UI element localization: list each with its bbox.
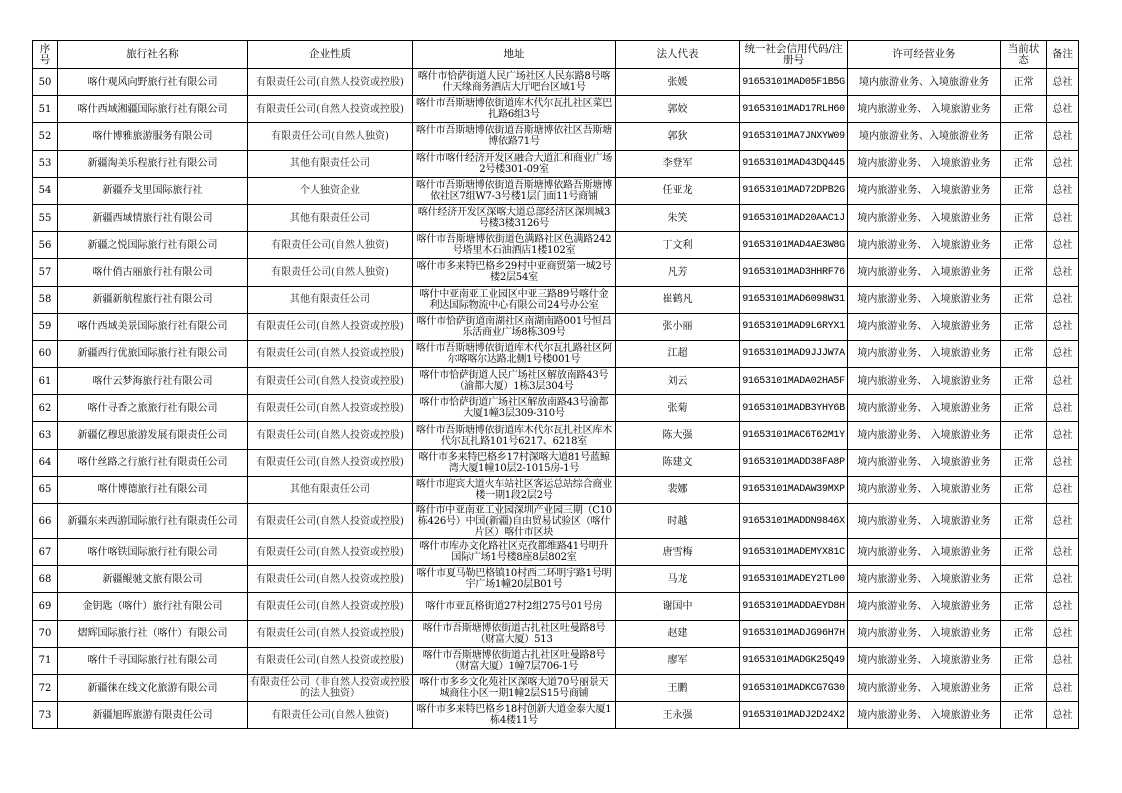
header-code: 统一社会信用代码/注册号	[740, 41, 848, 69]
row-no: 58	[33, 286, 58, 313]
row-no: 71	[33, 647, 58, 674]
credit-code: 91653101MADJG96H7H	[740, 620, 848, 647]
business-scope: 境内旅游业务、 入境旅游业务	[848, 449, 1001, 476]
header-nature: 企业性质	[248, 41, 413, 69]
row-no: 67	[33, 539, 58, 566]
business-scope: 境内旅游业务、 入境旅游业务	[848, 620, 1001, 647]
address: 喀什市库办文化路社区克孜都维路41号明升国际广场1号楼8座8层802室	[413, 539, 616, 566]
agency-name: 喀什寻香之旅旅行社有限公司	[58, 395, 248, 422]
note: 总社	[1047, 539, 1079, 566]
credit-code: 91653101MAD72DPB2G	[740, 177, 848, 204]
legal-rep: 唐雪梅	[616, 539, 740, 566]
enterprise-nature: 有限责任公司(自然人投资或控股)	[248, 449, 413, 476]
agency-name: 新疆新航程旅行社有限公司	[58, 286, 248, 313]
enterprise-nature: 有限责任公司(自然人投资或控股)	[248, 395, 413, 422]
credit-code: 91653101MA7JNXYW09	[740, 123, 848, 150]
agency-name: 新疆旭晖旅游有限责任公司	[58, 702, 248, 729]
legal-rep: 陈大强	[616, 422, 740, 449]
note: 总社	[1047, 449, 1079, 476]
credit-code: 91653101MADA02HA5F	[740, 368, 848, 395]
enterprise-nature: 其他有限责任公司	[248, 476, 413, 503]
row-no: 59	[33, 313, 58, 340]
note: 总社	[1047, 313, 1079, 340]
table-row	[33, 449, 1079, 476]
note: 总社	[1047, 259, 1079, 286]
address: 喀什市多来特巴格乡17村深喀大道81号蓝鲸湾大厦1幢10层2-1015房-1号	[413, 449, 616, 476]
legal-rep: 丁文利	[616, 232, 740, 259]
address: 喀什市喀什经济开发区融合大道汇和商业广场2号楼301-09室	[413, 150, 616, 177]
note: 总社	[1047, 422, 1079, 449]
note: 总社	[1047, 69, 1079, 96]
credit-code: 91653101MADEMYX81C	[740, 539, 848, 566]
status: 正常	[1001, 150, 1047, 177]
enterprise-nature: 有限责任公司(自然人投资或控股)	[248, 69, 413, 96]
table-row	[33, 647, 1079, 674]
business-scope: 境内旅游业务、入境旅游业务	[848, 69, 1001, 96]
status: 正常	[1001, 123, 1047, 150]
legal-rep: 任亚龙	[616, 177, 740, 204]
agency-name: 喀什千寻国际旅行社有限公司	[58, 647, 248, 674]
address: 喀什市吾斯塘博依街道色满路社区色满路242号塔里木石油酒店1楼102室	[413, 232, 616, 259]
row-no: 69	[33, 593, 58, 620]
row-no: 56	[33, 232, 58, 259]
header-business: 许可经营业务	[848, 41, 1001, 69]
row-no: 63	[33, 422, 58, 449]
agency-name: 喀什博德旅行社有限公司	[58, 476, 248, 503]
legal-rep: 刘云	[616, 368, 740, 395]
credit-code: 91653101MAD4AE3W8G	[740, 232, 848, 259]
business-scope: 境内旅游业务、 入境旅游业务	[848, 368, 1001, 395]
note: 总社	[1047, 566, 1079, 593]
status: 正常	[1001, 539, 1047, 566]
legal-rep: 郭姣	[616, 96, 740, 123]
status: 正常	[1001, 504, 1047, 539]
legal-rep: 张菊	[616, 395, 740, 422]
business-scope: 境内旅游业务、 入境旅游业务	[848, 702, 1001, 729]
note: 总社	[1047, 476, 1079, 503]
row-no: 61	[33, 368, 58, 395]
legal-rep: 张媛	[616, 69, 740, 96]
business-scope: 境内旅游业务、 入境旅游业务	[848, 259, 1001, 286]
business-scope: 境内旅游业务、 入境旅游业务	[848, 150, 1001, 177]
row-no: 72	[33, 674, 58, 701]
enterprise-nature: 其他有限责任公司	[248, 286, 413, 313]
table-row	[33, 232, 1079, 259]
business-scope: 境内旅游业务、 入境旅游业务	[848, 539, 1001, 566]
agency-name: 喀什云梦海旅行社有限公司	[58, 368, 248, 395]
legal-rep: 马龙	[616, 566, 740, 593]
enterprise-nature: 有限责任公司(自然人投资或控股)	[248, 593, 413, 620]
enterprise-nature: 有限责任公司(自然人投资或控股)	[248, 620, 413, 647]
agency-name: 熠辉国际旅行社（喀什）有限公司	[58, 620, 248, 647]
credit-code: 91653101MAD6098W31	[740, 286, 848, 313]
business-scope: 境内旅游业务、 入境旅游业务	[848, 232, 1001, 259]
note: 总社	[1047, 232, 1079, 259]
agency-name: 新疆之悦国际旅行社有限公司	[58, 232, 248, 259]
credit-code: 91653101MAC6T62M1Y	[740, 422, 848, 449]
credit-code: 91653101MADD38FA8P	[740, 449, 848, 476]
row-no: 50	[33, 69, 58, 96]
credit-code: 91653101MAD43DQ445	[740, 150, 848, 177]
address: 喀什市夏马勒巴格镇10村西二环明宇路1号明宇广场1幢20层B01号	[413, 566, 616, 593]
row-no: 53	[33, 150, 58, 177]
credit-code: 91653101MAD20AAC1J	[740, 204, 848, 231]
table-row	[33, 150, 1079, 177]
address: 喀什市恰萨街道人民广场社区解放南路43号（渝都大厦）1栋3层304号	[413, 368, 616, 395]
enterprise-nature: 有限责任公司(自然人投资或控股)	[248, 313, 413, 340]
row-no: 54	[33, 177, 58, 204]
header-no: 序号	[33, 41, 58, 69]
table-body	[33, 69, 1079, 729]
table-row	[33, 313, 1079, 340]
agency-name: 喀什观风向野旅行社有限公司	[58, 69, 248, 96]
legal-rep: 李登军	[616, 150, 740, 177]
agency-name: 喀什西域美景国际旅行社有限公司	[58, 313, 248, 340]
row-no: 55	[33, 204, 58, 231]
enterprise-nature: 有限责任公司（非自然人投资或控股的法人独资）	[248, 674, 413, 701]
legal-rep: 朱笑	[616, 204, 740, 231]
status: 正常	[1001, 449, 1047, 476]
credit-code: 91653101MADGK25Q49	[740, 647, 848, 674]
address: 喀什市多来特巴格乡29村中亚商贸第一城2号楼2层54室	[413, 259, 616, 286]
enterprise-nature: 其他有限责任公司	[248, 204, 413, 231]
legal-rep: 陈建文	[616, 449, 740, 476]
legal-rep: 郭狄	[616, 123, 740, 150]
header-note: 备注	[1047, 41, 1079, 69]
enterprise-nature: 有限责任公司(自然人投资或控股)	[248, 647, 413, 674]
business-scope: 境内旅游业务、 入境旅游业务	[848, 593, 1001, 620]
enterprise-nature: 个人独资企业	[248, 177, 413, 204]
enterprise-nature: 有限责任公司(自然人投资或控股)	[248, 422, 413, 449]
note: 总社	[1047, 340, 1079, 367]
address: 喀什市吾斯塘博依街道库木代尔瓦扎路社区阿尔喀喀尔达路北侧1号楼001号	[413, 340, 616, 367]
table-row	[33, 476, 1079, 503]
note: 总社	[1047, 620, 1079, 647]
note: 总社	[1047, 647, 1079, 674]
table-row	[33, 123, 1079, 150]
business-scope: 境内旅游业务、 入境旅游业务	[848, 286, 1001, 313]
row-no: 66	[33, 504, 58, 539]
table-row	[33, 620, 1079, 647]
credit-code: 91653101MADB3YHY6B	[740, 395, 848, 422]
header-address: 地址	[413, 41, 616, 69]
legal-rep: 时越	[616, 504, 740, 539]
note: 总社	[1047, 204, 1079, 231]
enterprise-nature: 其他有限责任公司	[248, 150, 413, 177]
legal-rep: 凡芳	[616, 259, 740, 286]
address: 喀什市恰萨街道南湖社区南湖南路001号恒昌乐活商业广场8栋309号	[413, 313, 616, 340]
status: 正常	[1001, 395, 1047, 422]
header-status: 当前状态	[1001, 41, 1047, 69]
status: 正常	[1001, 204, 1047, 231]
table-row	[33, 504, 1079, 539]
note: 总社	[1047, 150, 1079, 177]
address: 喀什市吾斯塘博依街道库木代尔瓦扎社区库木代尔瓦扎路101号6217、6218室	[413, 422, 616, 449]
credit-code: 91653101MAD05F1B5G	[740, 69, 848, 96]
status: 正常	[1001, 422, 1047, 449]
header-row	[33, 41, 1079, 69]
business-scope: 境内旅游业务、 入境旅游业务	[848, 504, 1001, 539]
enterprise-nature: 有限责任公司(自然人独资)	[248, 259, 413, 286]
credit-code: 91653101MADDAEYD8H	[740, 593, 848, 620]
legal-rep: 裴娜	[616, 476, 740, 503]
status: 正常	[1001, 96, 1047, 123]
enterprise-nature: 有限责任公司(自然人投资或控股)	[248, 566, 413, 593]
table-row	[33, 674, 1079, 701]
agency-name: 喀什西域湘疆国际旅行社有限公司	[58, 96, 248, 123]
agency-name: 新疆鲲驰文旅有限公司	[58, 566, 248, 593]
agency-name: 新疆西域情旅行社有限公司	[58, 204, 248, 231]
agency-name: 喀什喀铁国际旅行社有限公司	[58, 539, 248, 566]
status: 正常	[1001, 340, 1047, 367]
table-row	[33, 702, 1079, 729]
business-scope: 境内旅游业务、 入境旅游业务	[848, 566, 1001, 593]
table-row	[33, 368, 1079, 395]
agency-name: 新疆东来西游国际旅行社有限责任公司	[58, 504, 248, 539]
table-row	[33, 593, 1079, 620]
table-row	[33, 286, 1079, 313]
enterprise-nature: 有限责任公司(自然人独资)	[248, 232, 413, 259]
note: 总社	[1047, 177, 1079, 204]
row-no: 60	[33, 340, 58, 367]
address: 喀什市迎宾大道火车站社区客运总站综合商业楼一期1段2层2号	[413, 476, 616, 503]
status: 正常	[1001, 702, 1047, 729]
note: 总社	[1047, 395, 1079, 422]
status: 正常	[1001, 620, 1047, 647]
enterprise-nature: 有限责任公司(自然人投资或控股)	[248, 340, 413, 367]
agency-name: 喀什博雅旅游服务有限公司	[58, 123, 248, 150]
legal-rep: 张小丽	[616, 313, 740, 340]
address: 喀什市恰萨街道广场社区解放南路43号渝都大厦1幢3层309-310号	[413, 395, 616, 422]
business-scope: 境内旅游业务、 入境旅游业务	[848, 476, 1001, 503]
address: 喀什市多乡文化苑社区深喀大道70号丽景天城商住小区一期1幢2层S15号商铺	[413, 674, 616, 701]
agency-name: 新疆乔戈里国际旅行社	[58, 177, 248, 204]
address: 喀什市多来特巴格乡18村创新大道金泰大厦1栋4楼11号	[413, 702, 616, 729]
address: 喀什市吾斯塘博依街道古扎社区吐曼路8号（财富大厦）513	[413, 620, 616, 647]
status: 正常	[1001, 566, 1047, 593]
table-row	[33, 96, 1079, 123]
credit-code: 91653101MADKCG7G30	[740, 674, 848, 701]
table-row	[33, 395, 1079, 422]
header-name: 旅行社名称	[58, 41, 248, 69]
status: 正常	[1001, 647, 1047, 674]
address: 喀什市恰萨街道人民广场社区人民东路8号喀什天缘商务酒店大厅吧台区域1号	[413, 69, 616, 96]
legal-rep: 王鹏	[616, 674, 740, 701]
agency-name: 新疆亿穆思旅游发展有限责任公司	[58, 422, 248, 449]
row-no: 57	[33, 259, 58, 286]
row-no: 62	[33, 395, 58, 422]
enterprise-nature: 有限责任公司(自然人投资或控股)	[248, 368, 413, 395]
legal-rep: 江超	[616, 340, 740, 367]
enterprise-nature: 有限责任公司(自然人独资)	[248, 123, 413, 150]
address: 喀什市吾斯塘博依街道吾斯塘博依社区吾斯塘博依路71号	[413, 123, 616, 150]
row-no: 65	[33, 476, 58, 503]
status: 正常	[1001, 286, 1047, 313]
agency-name: 新疆淘美乐程旅行社有限公司	[58, 150, 248, 177]
credit-code: 91653101MADDN9846X	[740, 504, 848, 539]
credit-code: 91653101MADEY2TL00	[740, 566, 848, 593]
legal-rep: 王永强	[616, 702, 740, 729]
credit-code: 91653101MADJ2D24X2	[740, 702, 848, 729]
table-row	[33, 566, 1079, 593]
status: 正常	[1001, 259, 1047, 286]
address: 喀什市吾斯塘博依街道古扎社区吐曼路8号（财富大厦）1幢7层706-1号	[413, 647, 616, 674]
status: 正常	[1001, 69, 1047, 96]
table-row	[33, 539, 1079, 566]
row-no: 68	[33, 566, 58, 593]
enterprise-nature: 有限责任公司(自然人投资或控股)	[248, 96, 413, 123]
credit-code: 91653101MAD9L6RYX1	[740, 313, 848, 340]
note: 总社	[1047, 286, 1079, 313]
business-scope: 境内旅游业务、 入境旅游业务	[848, 395, 1001, 422]
credit-code: 91653101MAD17RLH60	[740, 96, 848, 123]
business-scope: 境内旅游业务、 入境旅游业务	[848, 674, 1001, 701]
travel-agency-table	[32, 40, 1079, 729]
business-scope: 境内旅游业务、 入境旅游业务	[848, 422, 1001, 449]
header-rep: 法人代表	[616, 41, 740, 69]
enterprise-nature: 有限责任公司(自然人独资)	[248, 702, 413, 729]
agency-name: 新疆西行优旅国际旅行社有限公司	[58, 340, 248, 367]
status: 正常	[1001, 177, 1047, 204]
table-row	[33, 259, 1079, 286]
table-row	[33, 422, 1079, 449]
note: 总社	[1047, 674, 1079, 701]
table-row	[33, 204, 1079, 231]
business-scope: 境内旅游业务、 入境旅游业务	[848, 340, 1001, 367]
credit-code: 91653101MAD3HHRF76	[740, 259, 848, 286]
status: 正常	[1001, 593, 1047, 620]
legal-rep: 赵建	[616, 620, 740, 647]
business-scope: 境内旅游业务、 入境旅游业务	[848, 177, 1001, 204]
business-scope: 境内旅游业务、 入境旅游业务	[848, 313, 1001, 340]
note: 总社	[1047, 504, 1079, 539]
agency-name: 金钥匙（喀什）旅行社有限公司	[58, 593, 248, 620]
legal-rep: 谢国中	[616, 593, 740, 620]
address: 喀什市吾斯塘博依街道吾斯塘博依路吾斯塘博依社区7组W7-3号楼1层门面11号商铺	[413, 177, 616, 204]
note: 总社	[1047, 702, 1079, 729]
row-no: 70	[33, 620, 58, 647]
business-scope: 境内旅游业务、 入境旅游业务	[848, 204, 1001, 231]
business-scope: 境内旅游业务、入境旅游业务	[848, 123, 1001, 150]
enterprise-nature: 有限责任公司(自然人投资或控股)	[248, 539, 413, 566]
agency-name: 喀什丝路之行旅行社有限责任公司	[58, 449, 248, 476]
status: 正常	[1001, 674, 1047, 701]
agency-name: 喀什俏古丽旅行社有限公司	[58, 259, 248, 286]
address: 喀什市亚瓦格街道27村2组275号01号房	[413, 593, 616, 620]
address: 喀什市吾斯塘博依街道库木代尔瓦扎社区菜巴扎路6组3号	[413, 96, 616, 123]
legal-rep: 崔鹤凡	[616, 286, 740, 313]
note: 总社	[1047, 96, 1079, 123]
address: 喀什中亚南亚工业园区中亚三路89号喀什金利达国际物流中心有限公司24号办公室	[413, 286, 616, 313]
table-row	[33, 340, 1079, 367]
status: 正常	[1001, 232, 1047, 259]
address: 喀什市中亚南亚工业园深圳产业园三期（C10栋426号）中国(新疆)自由贸易试验区（喀什片区）喀什市区块	[413, 504, 616, 539]
status: 正常	[1001, 368, 1047, 395]
note: 总社	[1047, 123, 1079, 150]
table-row	[33, 69, 1079, 96]
note: 总社	[1047, 593, 1079, 620]
enterprise-nature: 有限责任公司(自然人投资或控股)	[248, 504, 413, 539]
credit-code: 91653101MAD9JJJW7A	[740, 340, 848, 367]
status: 正常	[1001, 313, 1047, 340]
address: 喀什经济开发区深喀大道总部经济区深圳城3号楼3楼3126号	[413, 204, 616, 231]
table-row	[33, 177, 1079, 204]
row-no: 52	[33, 123, 58, 150]
row-no: 64	[33, 449, 58, 476]
row-no: 51	[33, 96, 58, 123]
note: 总社	[1047, 368, 1079, 395]
row-no: 73	[33, 702, 58, 729]
agency-name: 新疆徕在线文化旅游有限公司	[58, 674, 248, 701]
credit-code: 91653101MADAW39MXP	[740, 476, 848, 503]
status: 正常	[1001, 476, 1047, 503]
business-scope: 境内旅游业务、 入境旅游业务	[848, 647, 1001, 674]
legal-rep: 廖军	[616, 647, 740, 674]
business-scope: 境内旅游业务、 入境旅游业务	[848, 96, 1001, 123]
